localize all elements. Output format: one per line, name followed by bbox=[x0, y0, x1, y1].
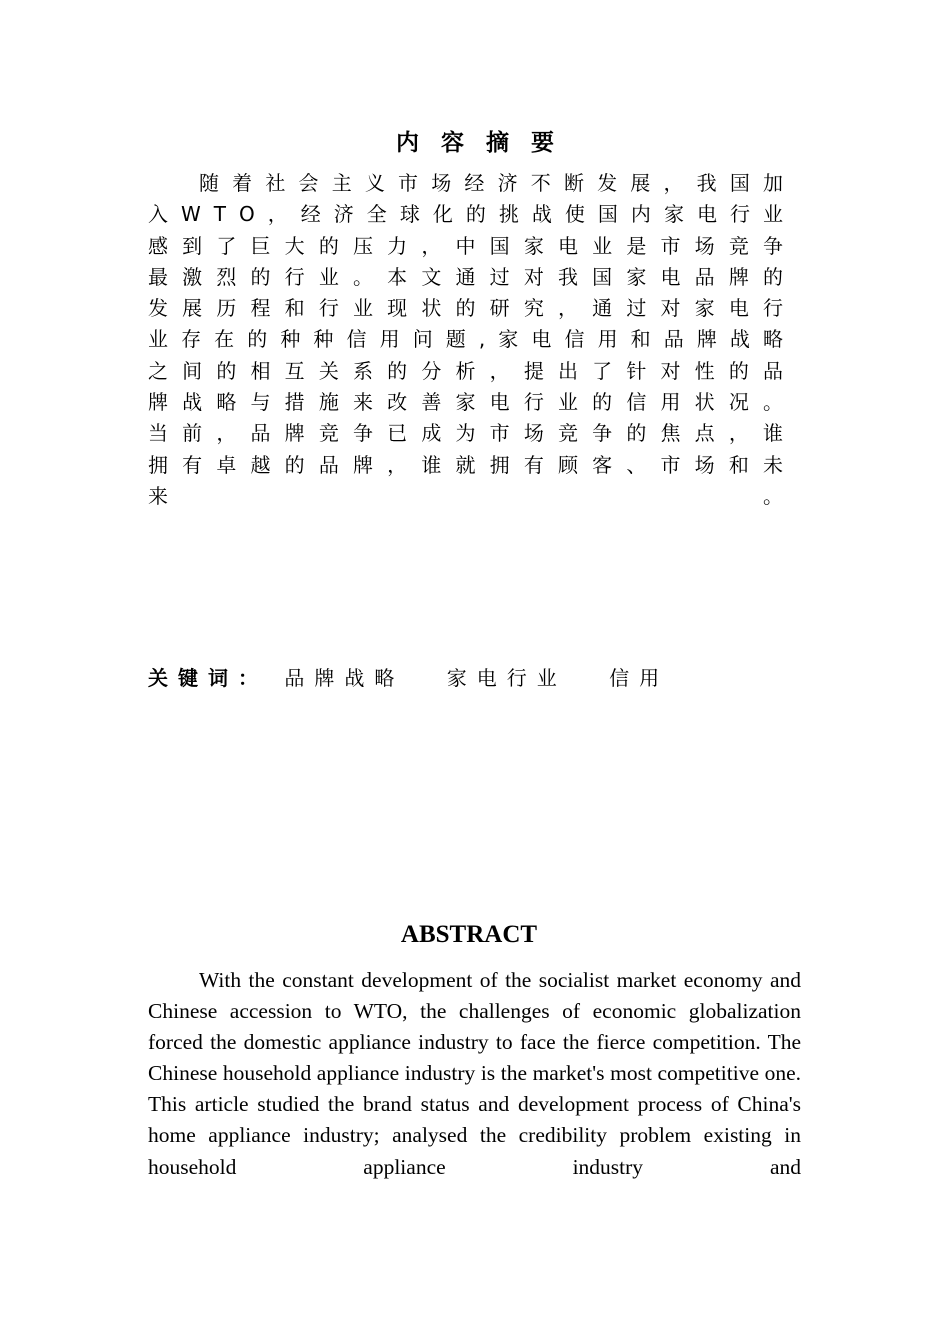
keyword-item: 品牌战略 bbox=[284, 666, 405, 690]
keywords-line bbox=[148, 662, 695, 691]
english-abstract-body: With the constant development of the socialist market economy and Chinese accession to WTO, the challenges of economic globalization forced the domestic appliance industry to face the fierce competition. The Chinese household appliance industry is the market's most competitive one. This article studied the brand status and development process of China's home appliance industry; analysed the credibility problem existing in household appliance industry and bbox=[148, 968, 801, 1179]
chinese-abstract-body: 随着社会主义市场经济不断发展，我国加入WTO，经济全球化的挑战使国内家电行业感到了巨大的压力，中国家电业是市场竞争最激烈的行业。本文通过对我国家电品牌的发展历程和行业现状的研究，通过对家电行业存在的种种信用问题,家电信用和品牌战略之间的相互关系的分析，提出了针对性的品牌战略与措施来改善家电行业的信用状况。当前，品牌竞争已成为市场竞争的焦点，谁拥有卓越的品牌，谁就拥有顾客、市场和未来。 bbox=[148, 171, 796, 508]
keyword-item: 家电行业 bbox=[446, 666, 567, 690]
keywords-label: 关键词： bbox=[148, 666, 268, 690]
keyword-item: 信用 bbox=[609, 666, 670, 690]
chinese-abstract-title: 内容摘要 bbox=[396, 130, 576, 156]
english-abstract-title: ABSTRACT bbox=[400, 921, 538, 948]
